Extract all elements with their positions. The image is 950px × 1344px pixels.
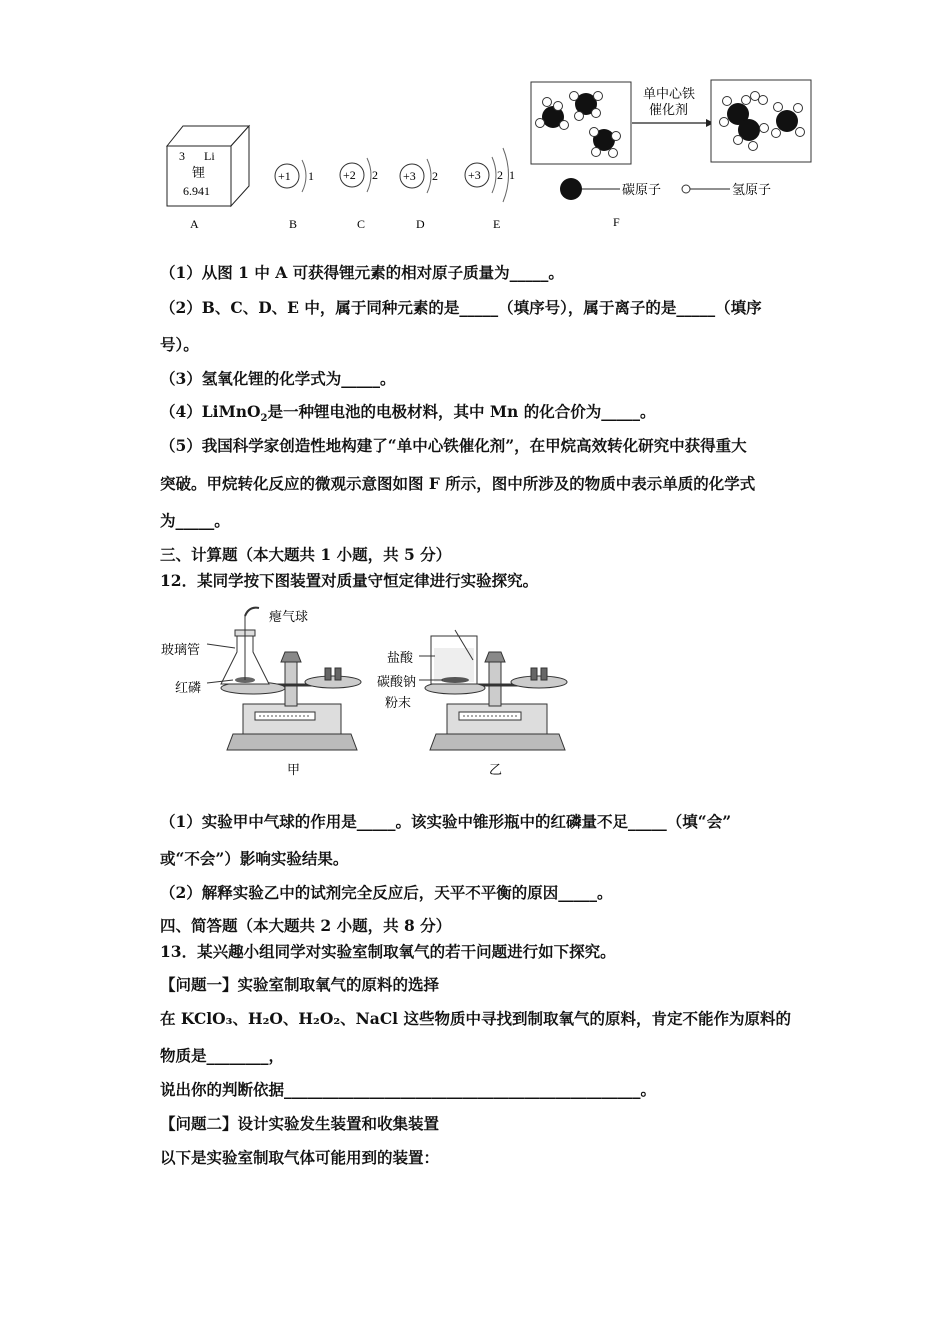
q11-part4 — [160, 400, 655, 424]
q13-stem: 13．某兴趣小组同学对实验室制取氧气的若干问题进行如下探究。 — [160, 942, 616, 961]
legend-hydrogen-label: 氢原子 — [732, 183, 772, 198]
section-3-heading: 三、计算题（本大题共 1 小题，共 5 分） — [160, 545, 452, 564]
balance-jia — [207, 608, 361, 750]
label-e: E — [493, 217, 501, 231]
q11-part5-line1: （5）我国科学家创造性地构建了“单中心铁催化剂”，在甲烷高效转化研究中获得重大 — [160, 436, 747, 455]
element-number: 3 — [179, 149, 185, 163]
nucleus-charge: +3 — [403, 169, 416, 183]
atom-diagram-b — [275, 160, 314, 192]
q12-part1-line1: （1）实验甲中气球的作用是_____。该实验中锥形瓶中的红磷量不足_____（填“会” — [160, 812, 732, 831]
q11-part4-subscript: 2 — [260, 413, 268, 425]
label-sodium-carbonate: 碳酸钠 — [377, 675, 417, 690]
q11-part2-line2: 号）。 — [160, 335, 199, 354]
q12-part1-line2: 或“不会”）影响实验结果。 — [160, 849, 349, 868]
element-cube-a — [167, 126, 249, 206]
figure-1 — [150, 78, 830, 238]
shell-electrons: 1 — [308, 169, 314, 183]
legend-carbon — [560, 178, 661, 200]
nucleus-charge: +2 — [343, 168, 356, 182]
label-d: D — [416, 217, 425, 231]
q11-part5-line3: 为_____。 — [160, 511, 230, 530]
q13-topic2: 【问题二】设计实验发生装置和收集装置 — [160, 1114, 440, 1133]
catalyst-label-line2: 催化剂 — [649, 103, 689, 118]
shell-electrons-inner: 2 — [497, 168, 503, 182]
q13-topic1: 【问题一】实验室制取氧气的原料的选择 — [160, 975, 440, 994]
reaction-diagram-f — [531, 80, 811, 200]
q11-part4-formula: （4）LiMnO — [160, 402, 261, 421]
legend-hydrogen — [682, 183, 771, 198]
shell-electrons-outer: 1 — [509, 168, 515, 182]
catalyst-label-line1: 单中心铁 — [643, 87, 696, 102]
balance-yi — [419, 630, 567, 750]
label-jia: 甲 — [287, 763, 301, 778]
nucleus-charge: +3 — [468, 168, 481, 182]
label-red-phosphorus: 红磷 — [175, 681, 202, 696]
q13-line3: 说出你的判断依据______________________________________________。 — [160, 1080, 657, 1099]
figure-2-balances — [155, 600, 585, 780]
q13-line2: 物质是________， — [160, 1046, 285, 1065]
label-glass-tube: 玻璃管 — [161, 643, 201, 658]
q12-part2: （2）解释实验乙中的试剂完全反应后，天平不平衡的原因_____。 — [160, 883, 613, 902]
q13-line4: 以下是实验室制取气体可能用到的装置： — [160, 1148, 440, 1167]
label-f: F — [613, 215, 620, 229]
shell-electrons: 2 — [432, 169, 438, 183]
q11-part4-rest: 是一种锂电池的电极材料，其中 Mn 的化合价为_____。 — [267, 402, 656, 421]
element-mass: 6.941 — [183, 184, 210, 198]
element-symbol: Li — [204, 149, 215, 163]
q11-part2-line1: （2）B、C、D、E 中，属于同种元素的是_____（填序号），属于离子的是_____（填序 — [160, 298, 762, 317]
label-hydrochloric-acid: 盐酸 — [387, 651, 414, 666]
catalyst-full-name: 单中心铁催化剂 — [640, 118, 647, 119]
section-4-heading: 四、简答题（本大题共 2 小题，共 8 分） — [160, 916, 452, 935]
label-yi: 乙 — [489, 763, 503, 778]
legend-carbon-label: 碳原子 — [622, 183, 662, 198]
nucleus-charge: +1 — [278, 169, 291, 183]
label-a: A — [190, 217, 199, 231]
atom-diagram-d — [400, 159, 438, 193]
element-name: 锂 — [192, 166, 206, 181]
label-b: B — [289, 217, 298, 231]
q11-part3: （3）氢氧化锂的化学式为_____。 — [160, 369, 396, 388]
q13-line1: 在 KClO₃、H₂O、H₂O₂、NaCl 这些物质中寻找到制取氧气的原料，肯定不能作为原料的 — [160, 1009, 791, 1028]
q11-part1: （1）从图 1 中 A 可获得锂元素的相对原子质量为_____。 — [160, 263, 564, 282]
label-balloon: 瘪气球 — [269, 610, 309, 625]
atom-diagram-c — [340, 158, 378, 192]
atom-diagram-e — [465, 148, 515, 202]
shell-electrons: 2 — [372, 168, 378, 182]
q12-stem: 12．某同学按下图装置对质量守恒定律进行实验探究。 — [160, 571, 539, 590]
q11-part5-line2: 突破。甲烷转化反应的微观示意图如图 F 所示，图中所涉及的物质中表示单质的化学式 — [160, 474, 756, 493]
label-c: C — [357, 217, 366, 231]
label-powder: 粉末 — [385, 696, 412, 711]
